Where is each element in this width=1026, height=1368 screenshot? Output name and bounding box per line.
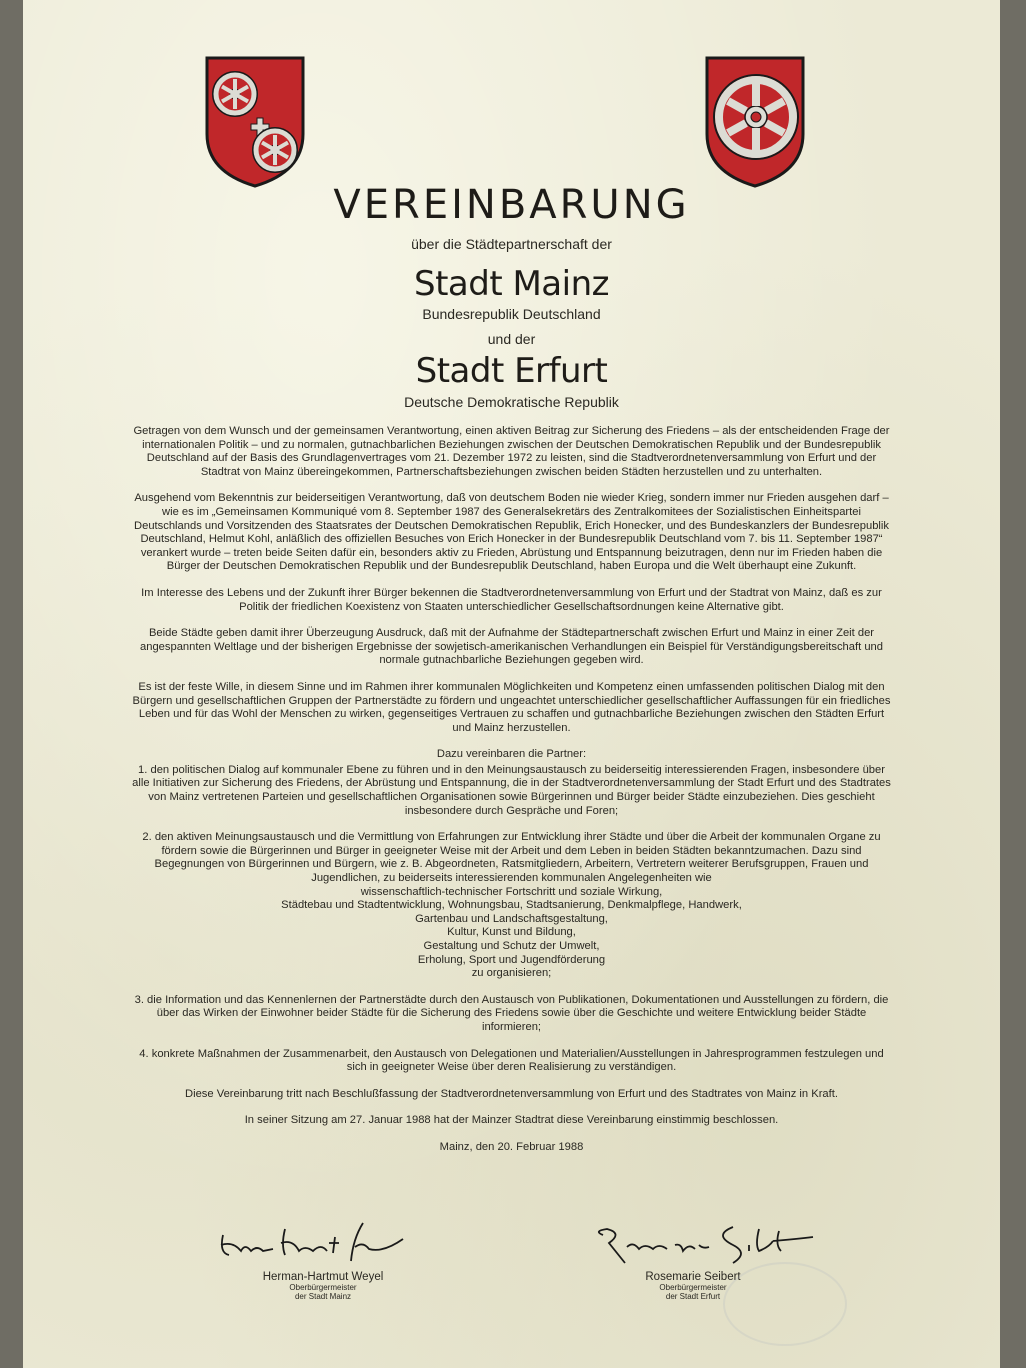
mainz-coat-of-arms-icon — [203, 54, 307, 190]
faded-seal — [723, 1262, 847, 1346]
council-resolution: In seiner Sitzung am 27. Januar 1988 hat der Mainzer Stadtrat diese Vereinbarung einstimmig beschlossen. — [244, 1114, 779, 1127]
agreement-item-2-text: 2. den aktiven Meinungsaustausch und die Vermittlung von Erfahrungen zur Entwicklung ihrer Städte und über die Arbeit der kommunalen Organe zu fördern sowie die Bürgerinnen und Bürger in geeigneter Weise mit der Arbeit und dem Leben in beiden Städten bekanntzumachen. Dazu sind Begegnungen von Bürgerinnen und Bürgern, wie z. B. Abgeordneten, Ratsmitgliedern, Arbeitern, Vertretern weiterer Berufsgruppen, Frauen und Jugendlichen, zu beiderseits interessierenden kommunalen Angelegenheiten wie — [142, 831, 881, 885]
signatory-mainz — [193, 1215, 453, 1301]
connector-text: und der — [487, 331, 536, 347]
paragraph: Im Interesse des Lebens und der Zukunft ihrer Bürger bekennen die Stadtverordnetenversammlung von Erfurt und der Stadtrat von Mainz, daß es zur Politik der friedlichen Koexistenz von Staaten unterschiedlicher Gesellschaftsordnungen keine Alternative gibt. — [141, 586, 882, 613]
signatory-role: Oberbürgermeister — [289, 1283, 357, 1292]
city-mainz-heading: Stadt Mainz — [414, 264, 609, 304]
agreement-body — [128, 425, 895, 1168]
agreement-item-1: 1. den politischen Dialog auf kommunaler Ebene zu führen und in den Meinungsaustausch zu beiderseitig interessierenden Fragen, insbesondere über alle Initiativen zur Sicherung des Friedens, der Abrüstung und Entspannung, die in der Stadtverordnetenversammlung der Stadt Erfurt und des Stadtrates von Mainz vertretenen Parteien und gesellschaftlichen Organisationen sowie Bürgerinnen und Bürger beider Städte einzubeziehen. Dies geschieht insbesondere durch Gespräche und Foren; — [132, 763, 891, 817]
topic-line: Gartenbau und Landschaftsgestaltung, — [415, 912, 608, 925]
city-mainz-country: Bundesrepublik Deutschland — [422, 306, 601, 322]
topic-line: Kultur, Kunst und Bildung, — [447, 926, 576, 939]
city-erfurt-country: Deutsche Demokratische Republik — [404, 394, 619, 410]
topic-line: Städtebau und Stadtentwicklung, Wohnungsbau, Stadtsanierung, Denkmalpflege, Handwerk, — [281, 899, 742, 912]
paragraph: Getragen von dem Wunsch und der gemeinsamen Verantwortung, einen aktiven Beitrag zur Sicherung des Friedens – als der entscheidenden Frage der internationalen Politik – und zu normalen, gutnachbarlichen Beziehungen zwischen der Deutschen Demokratischen Republik und der Bundesrepublik Deutschland auf der Basis des Grundlagenvertrages vom 21. Dezember 1972 zu leisten, sind die Stadtverordnetenversammlung von Erfurt und der Stadtrat von Mainz übereingekommen, Partnerschaftsbeziehungen zwischen beiden Städten herzustellen und zu unterhalten. — [133, 425, 890, 478]
effective-clause: Diese Vereinbarung tritt nach Beschlußfassung der Stadtverordnetenversammlung von Erfurt und des Stadtrates von Mainz in Kraft. — [185, 1087, 838, 1100]
signatory-name: Herman-Hartmut Weyel — [262, 1271, 384, 1283]
topic-line: wissenschaftlich-technischer Fortschritt und soziale Wirkung, — [360, 885, 663, 898]
document-subtitle: über die Städtepartnerschaft der — [411, 236, 612, 252]
topic-line: Erholung, Sport und Jugendförderung — [417, 953, 606, 966]
signature-weyel-icon — [193, 1215, 453, 1271]
place-date: Mainz, den 20. Februar 1988 — [439, 1140, 584, 1153]
paragraph: Es ist der feste Wille, in diesem Sinne und im Rahmen ihrer kommunalen Möglichkeiten und Kompetenz einen umfassenden politischen Dialog mit den Bürgern und gesellschaftlichen Gruppen der Partnerstädte zu fördern und ungeachtet unterschiedlicher gesellschaftlicher Auffassungen für ein friedliches Leben und für das Wohl der Menschen zu wirken, gegenseitiges Vertrauen zu schaffen und gutnachbarliche Beziehungen zwischen den Städten Erfurt und Mainz herzustellen. — [132, 680, 891, 734]
topic-line: Gestaltung und Schutz der Umwelt, — [423, 940, 600, 952]
signatory-city: der Stadt Erfurt — [665, 1292, 721, 1301]
agreement-item-4: 4. konkrete Maßnahmen der Zusammenarbeit, den Austausch von Delegationen und Materialien/Ausstellungen in Jahresprogrammen festzulegen und sich in geeigneter Weise über deren Realisierung zu verständigen. — [139, 1047, 884, 1074]
paragraph: Ausgehend vom Bekenntnis zur beiderseitigen Verantwortung, daß von deutschem Boden nie wieder Krieg, sondern immer nur Frieden ausgehen darf – wie es im „Gemeinsamen Kommuniqué vom 8. September 1987 des Generalsekretärs des Zentralkomitees der Sozialistischen Einheitspartei Deutschlands und Vorsitzenden des Staatsrates der Deutschen Demokratischen Republik, Erich Honecker, und des Bundeskanzlers der Bundesrepublik Deutschland, Helmut Kohl, anläßlich des offiziellen Besuches von Erich Honecker in der Bundesrepublik Deutschland vom 7. bis 11. September 1987“ verankert wurde – treten beide Seiten dafür ein, besonders aktiv zu Frieden, Abrüstung und Entspannung beizutragen, denn nur im Frieden haben die Bürger der Deutschen Demokratischen Republik und der Bundesrepublik Deutschland, haben Europa und die Welt überhaupt eine Zukunft. — [134, 492, 889, 573]
agreement-intro: Dazu vereinbaren die Partner: — [436, 748, 587, 761]
signatory-name: Rosemarie Seibert — [645, 1271, 741, 1283]
agreement-item-3: 3. die Information und das Kennenlernen der Partnerstädte durch den Austausch von Publikationen, Dokumentationen und Ausstellungen zu fördern, die über das Wirken der Einwohner beider Städte für die Sicherung des Friedens sowie über die Geschichte und weitere Entwicklung beider Städte informieren; — [134, 993, 889, 1033]
paragraph: Beide Städte geben damit ihrer Überzeugung Ausdruck, daß mit der Aufnahme der Städtepartnerschaft zwischen Erfurt und Mainz in einer Zeit der angespannten Weltlage und der bisherigen Ergebnisse der sowjetisch-amerikanischen Verhandlungen ein Beispiel für Verständigungsbereitschaft und normale gutnachbarliche Beziehungen gegeben wird. — [140, 627, 883, 667]
topic-line: zu organisieren; — [471, 967, 552, 980]
signatory-role: Oberbürgermeister — [659, 1283, 727, 1292]
signatory-city: der Stadt Mainz — [294, 1292, 352, 1301]
agreement-item-2 — [128, 831, 895, 981]
document-page — [23, 0, 1000, 1368]
document-title: VEREINBARUNG — [333, 182, 690, 228]
city-erfurt-heading: Stadt Erfurt — [415, 351, 608, 391]
erfurt-coat-of-arms-icon — [703, 54, 807, 190]
